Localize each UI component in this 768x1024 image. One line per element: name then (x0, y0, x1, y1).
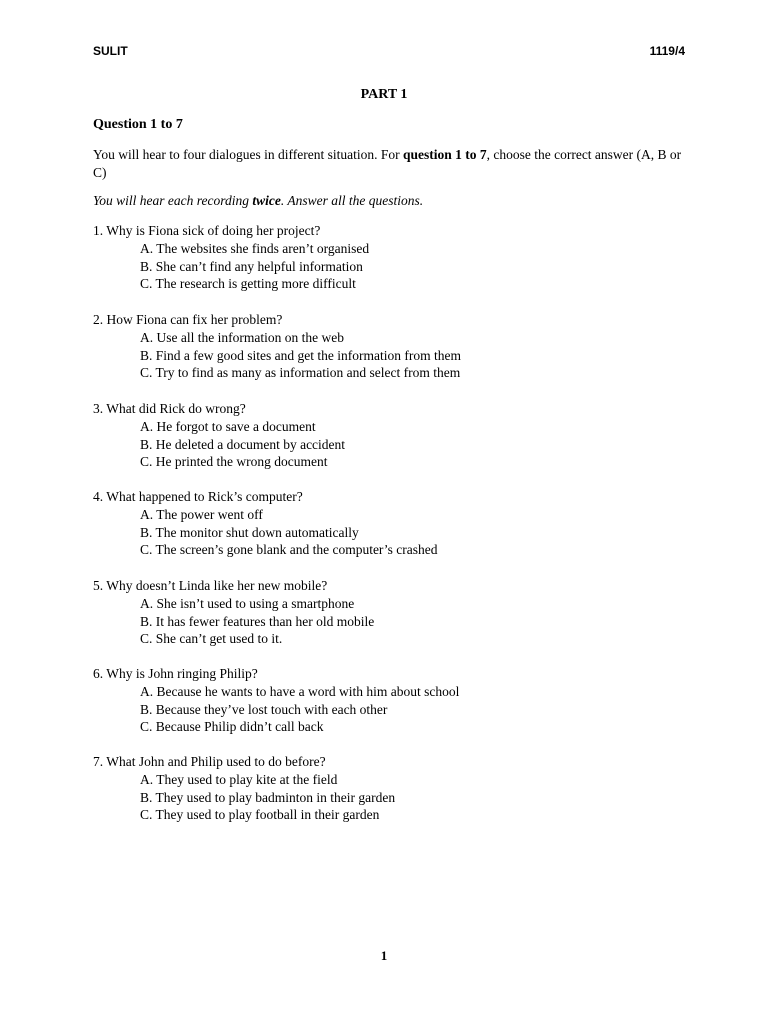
option-a: A. The power went off (140, 506, 263, 522)
question-3 (93, 400, 345, 471)
option-c: C. They used to play football in their garden (140, 807, 380, 823)
option-c: C. He printed the wrong document (140, 454, 328, 470)
instructions-emphasis: question 1 to 7 (402, 147, 487, 162)
option-b: B. Because they’ve lost touch with each other (140, 701, 388, 717)
question-1 (93, 222, 369, 293)
note-text-end: . Answer all the questions. (280, 193, 424, 208)
header-paper-code: 1119/4 (649, 44, 685, 58)
note-text: You will hear each recording (93, 193, 253, 208)
instructions-text-end: , choose the correct answer (A, B or C) (93, 147, 682, 180)
section-title: Question 1 to 7 (93, 117, 183, 132)
option-b: B. He deleted a document by accident (140, 436, 346, 452)
part-title: PART 1 (360, 87, 408, 102)
question-text: 2. How Fiona can fix her problem? (93, 312, 283, 327)
page-number: 1 (380, 948, 388, 963)
option-a: A. He forgot to save a document (140, 418, 316, 434)
option-a: A. She isn’t used to using a smartphone (140, 595, 355, 611)
question-2 (93, 311, 461, 382)
question-text: 6. Why is John ringing Philip? (93, 666, 258, 681)
question-text: 1. Why is Fiona sick of doing her project? (93, 223, 321, 238)
question-text: 4. What happened to Rick’s computer? (93, 489, 303, 504)
question-6 (93, 665, 459, 736)
instructions-text: You will hear to four dialogues in different situation. For (93, 147, 403, 162)
option-c: C. Because Philip didn’t call back (140, 719, 324, 735)
option-b: B. Find a few good sites and get the information from them (140, 347, 461, 363)
instructions (93, 146, 693, 182)
question-5 (93, 577, 374, 648)
option-a: A. Use all the information on the web (140, 329, 344, 345)
question-7 (93, 753, 395, 824)
question-text: 5. Why doesn’t Linda like her new mobile? (93, 578, 328, 593)
option-c: C. The screen’s gone blank and the computer’s crashed (140, 542, 438, 558)
question-text: 7. What John and Philip used to do before? (93, 754, 326, 769)
question-4 (93, 488, 438, 559)
option-a: A. The websites she finds aren’t organised (140, 240, 370, 256)
note-emphasis: twice (252, 193, 281, 208)
option-b: B. She can’t find any helpful information (140, 258, 363, 274)
option-c: C. The research is getting more difficult (140, 276, 356, 292)
header-classification: SULIT (93, 44, 128, 58)
option-c: C. She can’t get used to it. (140, 631, 283, 647)
option-b: B. They used to play badminton in their garden (140, 789, 396, 805)
option-b: B. It has fewer features than her old mobile (140, 613, 375, 629)
option-a: A. They used to play kite at the field (140, 771, 338, 787)
option-a: A. Because he wants to have a word with him about school (140, 683, 460, 699)
option-b: B. The monitor shut down automatically (140, 524, 359, 540)
question-text: 3. What did Rick do wrong? (93, 401, 246, 416)
option-c: C. Try to find as many as information and select from them (140, 365, 461, 381)
recording-note (93, 193, 423, 209)
